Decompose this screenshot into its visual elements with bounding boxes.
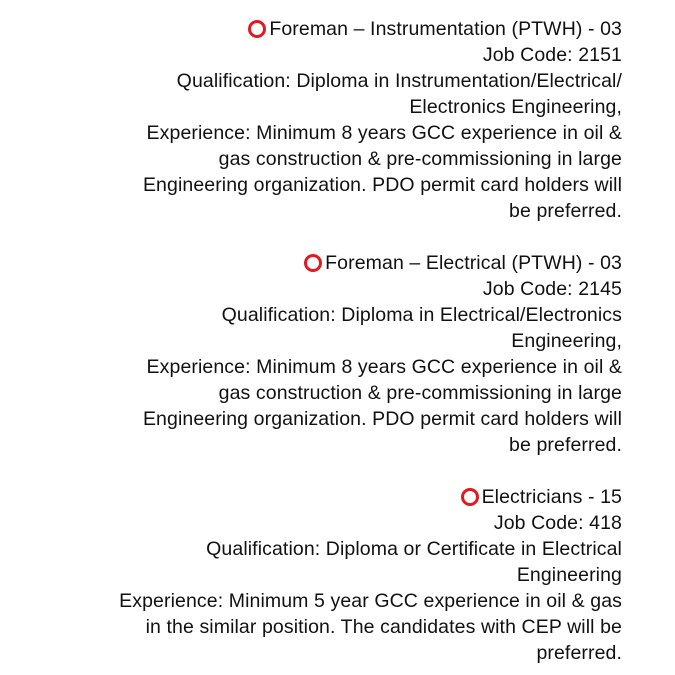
qualification-line: Electronics Engineering,	[409, 96, 622, 118]
job-code: Job Code: 2145	[482, 278, 622, 300]
job-code: Job Code: 2151	[482, 44, 622, 66]
job-entry-foreman-electrical	[20, 250, 622, 458]
qualification-line: Engineering	[516, 564, 622, 586]
experience-line: be preferred.	[509, 200, 622, 222]
job-title: Foreman – Instrumentation (PTWH) - 03	[269, 18, 622, 40]
red-circle-icon	[461, 488, 479, 506]
job-list	[20, 16, 622, 666]
experience-line: Experience: Minimum 8 years GCC experience in oil &	[146, 356, 622, 378]
experience-line: gas construction & pre-commissioning in large	[218, 148, 622, 170]
experience-line: be preferred.	[509, 434, 622, 456]
job-entry-foreman-instrumentation	[20, 16, 622, 224]
job-title: Electricians - 15	[481, 486, 622, 508]
red-circle-icon	[304, 254, 322, 272]
qualification-line: Qualification: Diploma or Certificate in Electrical	[206, 538, 622, 560]
job-code: Job Code: 418	[493, 512, 622, 534]
job-title-line	[20, 250, 622, 276]
qualification-line: Engineering,	[511, 330, 622, 352]
qualification-line: Qualification: Diploma in Instrumentation/Electrical/	[176, 70, 622, 92]
qualification-line: Qualification: Diploma in Electrical/Electronics	[221, 304, 622, 326]
red-circle-icon	[248, 20, 266, 38]
experience-line: Experience: Minimum 8 years GCC experience in oil &	[146, 122, 622, 144]
experience-line: preferred.	[536, 642, 622, 664]
experience-line: Experience: Minimum 5 year GCC experience in oil & gas	[119, 590, 622, 612]
job-entry-electricians	[20, 484, 622, 666]
job-title: Foreman – Electrical (PTWH) - 03	[325, 252, 622, 274]
experience-line: Engineering organization. PDO permit card holders will	[142, 174, 622, 196]
job-title-line	[20, 16, 622, 42]
experience-line: Engineering organization. PDO permit card holders will	[142, 408, 622, 430]
experience-line: in the similar position. The candidates with CEP will be	[145, 616, 622, 638]
experience-line: gas construction & pre-commissioning in large	[218, 382, 622, 404]
job-title-line	[20, 484, 622, 510]
